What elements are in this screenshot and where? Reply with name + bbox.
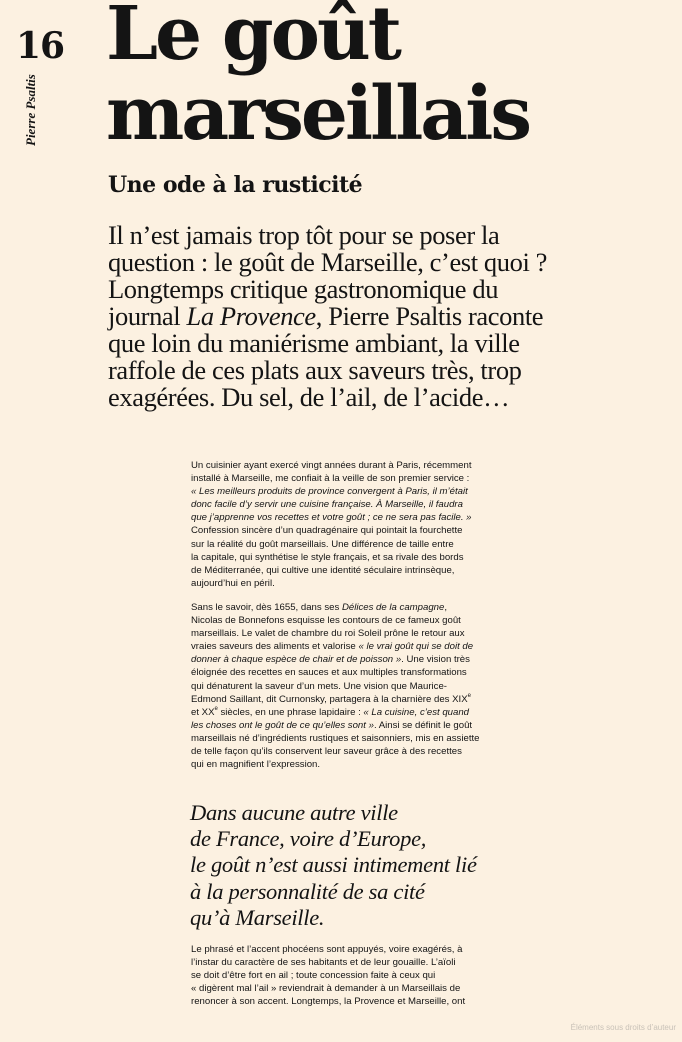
body-line: Confession sincère d’un quadragénaire qui pointait la fourchette	[191, 525, 463, 537]
quote-line: qu’à Marseille.	[190, 904, 325, 930]
title-line: marseillais	[106, 71, 530, 157]
quote-line: le goût n’est aussi intimement lié	[190, 852, 477, 878]
body-line	[191, 653, 491, 666]
lead-line: Il n’est jamais trop tôt pour se poser la	[108, 220, 500, 250]
body-citation: donner à chaque espèce de chair et de poisson »	[191, 654, 402, 666]
body-line: éloignée des recettes en sauces et aux multiples transformations	[191, 667, 467, 679]
body-line	[191, 706, 491, 719]
publication-name: La Provence	[186, 301, 316, 331]
body-line: marseillais né d’ingrédients rustiques et saisonniers, mis en assiette	[191, 732, 480, 744]
body-text: Sans le savoir, dès 1655, dans ses	[191, 602, 342, 613]
lead-line: Longtemps critique gastronomique du	[108, 274, 499, 304]
body-text: siècles, en une phrase lapidaire :	[217, 706, 364, 718]
page-number: 16	[16, 25, 65, 67]
body-line: de Méditerranée, qui cultive une identité séculaire intrinsèque,	[191, 564, 455, 576]
body-line: de telle façon qu’ils conservent leur saveur grâce à des recettes	[191, 746, 462, 758]
body-line: l’instar du caractère de ses habitants et de leur gouaille. L’aïoli	[191, 957, 456, 969]
body-line: renoncer à son accent. Longtemps, la Provence et Marseille, ont	[191, 996, 466, 1008]
pull-quote	[190, 800, 520, 931]
body-line: se doit d’être fort en ail ; toute concession faite à ceux qui	[191, 970, 436, 982]
body-paragraph-2	[191, 601, 491, 771]
lead-line: exagérées. Du sel, de l’ail, de l’acide…	[108, 382, 510, 412]
body-text: et XX	[191, 706, 215, 718]
body-text: . Une vision très	[401, 654, 470, 666]
body-line: que j’apprenne vos recettes et votre goût ; ce ne sera pas facile. »	[191, 512, 472, 524]
body-text: Edmond Saillant, dit Curnonsky, partagera à la charnière des XIX	[191, 693, 468, 705]
superscript: e	[214, 705, 218, 712]
book-title: Délices de la campagne	[341, 602, 445, 613]
body-line: installé à Marseille, me confiait à la veille de son premier service :	[191, 473, 470, 485]
lead-line: raffole de ces plats aux saveurs très, trop	[108, 355, 522, 385]
body-paragraph-3	[191, 943, 491, 1008]
quote-line: de France, voire d’Europe,	[190, 826, 427, 852]
lead-line: que loin du maniérisme ambiant, la ville	[108, 328, 520, 358]
body-line: sur la réalité du goût marseillais. Une différence de taille entre	[191, 538, 454, 550]
article-lead	[108, 222, 558, 411]
body-citation: « le vrai goût qui se doit de	[358, 641, 474, 653]
body-line	[191, 719, 491, 732]
superscript: e	[467, 692, 471, 699]
lead-text: journal	[108, 301, 187, 331]
body-line	[191, 601, 491, 614]
body-citation: « La cuisine, c’est quand	[363, 706, 470, 718]
quote-line: Dans aucune autre ville	[190, 800, 398, 825]
article-title	[106, 0, 666, 157]
body-text: vraies saveurs des aliments et valorise	[191, 641, 359, 653]
body-paragraph-1	[191, 459, 491, 590]
body-line	[191, 640, 491, 653]
lead-line	[108, 303, 558, 330]
body-line: « digèrent mal l’ail » reviendrait à demander à un Marseillais de	[191, 983, 461, 995]
title-line: Le goût	[106, 0, 399, 77]
body-text: ,	[444, 602, 448, 613]
author-byline: Pierre Psaltis	[23, 74, 38, 146]
body-line: qui dénaturent la saveur d’un mets. Une vision que Maurice-	[191, 680, 447, 692]
article-subtitle: Une ode à la rusticité	[108, 172, 363, 198]
body-line: qui en magnifient l’expression.	[191, 759, 321, 771]
body-line: « Les meilleurs produits de province convergent à Paris, il m’était	[191, 486, 468, 498]
quote-line: à la personnalité de sa cité	[190, 878, 425, 904]
lead-text: , Pierre Psaltis raconte	[315, 301, 544, 331]
body-line: donc facile d’y servir une cuisine française. À Marseille, il faudra	[191, 499, 463, 511]
body-line: marseillais. Le valet de chambre du roi Soleil prône le retour aux	[191, 628, 465, 640]
body-line	[191, 693, 491, 706]
body-line: aujourd’hui en péril.	[191, 577, 275, 589]
copyright-credit: Éléments sous droits d’auteur	[570, 1023, 676, 1032]
body-line: Le phrasé et l’accent phocéens sont appuyés, voire exagérés, à	[191, 944, 463, 955]
body-line: Un cuisinier ayant exercé vingt années durant à Paris, récemment	[191, 460, 472, 471]
body-line: la capitale, qui synthétise le style français, et sa rivale des bords	[191, 551, 464, 563]
lead-line: question : le goût de Marseille, c’est quoi ?	[108, 247, 548, 277]
body-citation: les choses ont le goût de ce qu’elles sont »	[191, 719, 374, 731]
body-line: Nicolas de Bonnefons esquisse les contours de ce fameux goût	[191, 615, 461, 627]
body-text: . Ainsi se définit le goût	[373, 719, 473, 731]
